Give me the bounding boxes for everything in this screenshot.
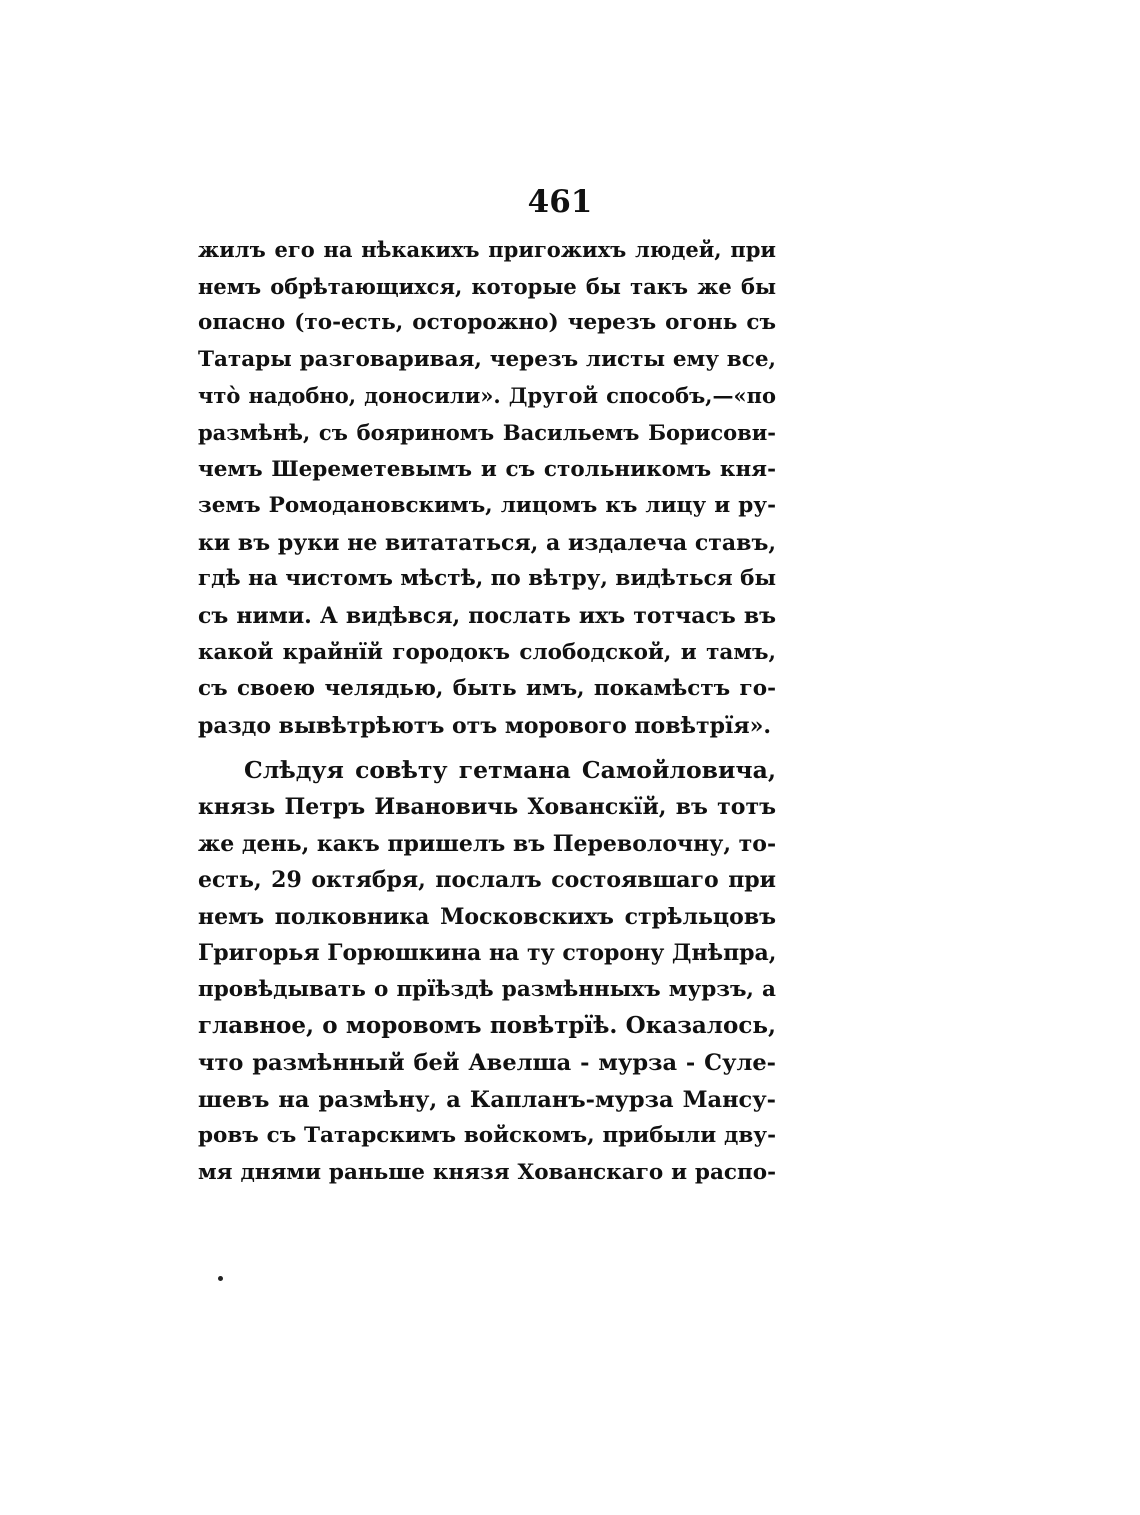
text-line: жилъ его на нѣкакихъ пригожихъ людей, при xyxy=(198,237,776,262)
text-line: есть, 29 октября, послалъ состоявшаго при xyxy=(198,867,776,894)
text-line: же день, какъ пришелъ въ Переволочну, то- xyxy=(198,830,777,857)
text-line: мя днями раньше князя Хованскаго и распо- xyxy=(198,1159,776,1185)
text-line: немъ обрѣтающихся, которые бы такъ же бы xyxy=(198,273,776,299)
page-number: 461 xyxy=(527,184,593,220)
text-line: земъ Ромодановскимъ, лицомъ къ лицу и ру- xyxy=(198,493,776,519)
text-line: съ ними. А видѣвся, послать ихъ тотчасъ въ xyxy=(198,602,776,629)
text-line: что размѣнный бей Авелша - мурза - Суле- xyxy=(198,1050,776,1077)
text-line: какой крайнїй городокъ слободской, и тамъ, xyxy=(198,639,776,665)
text-line: провѣдывать о прїѣздѣ размѣнныхъ мурзъ, а xyxy=(198,976,776,1002)
text-line: ки въ руки не витататься, а издалеча ставъ, xyxy=(198,529,776,556)
text-line: ровъ съ Татарскимъ войскомъ, прибыли дву- xyxy=(198,1123,776,1149)
paragraph-2 xyxy=(198,752,776,1191)
text-line: размѣнѣ, съ бояриномъ Васильемъ Борисови- xyxy=(198,419,776,445)
text-line: шевъ на размѣну, а Капланъ-мурза Мансу- xyxy=(198,1086,776,1113)
text-line: Слѣдуя совѣту гетмана Самойловича, xyxy=(244,756,776,785)
text-line: Татары разговаривая, черезъ листы ему все, xyxy=(198,346,776,372)
text-line: чемъ Шереметевымъ и съ стольникомъ кня- xyxy=(198,456,776,482)
body-text xyxy=(198,232,776,1191)
paragraph-1 xyxy=(198,232,776,744)
text-line: опасно (то-есть, осторожно) черезъ огонь съ xyxy=(198,310,776,336)
text-line: гдѣ на чистомъ мѣстѣ, по вѣтру, видѣться бы xyxy=(198,566,776,592)
text-line: раздо вывѣтрѣютъ отъ морового повѣтрїя». xyxy=(198,712,771,739)
text-line: князь Петръ Ивановичь Хованскїй, въ тотъ xyxy=(198,793,776,820)
text-line: немъ полковника Московскихъ стрѣльцовъ xyxy=(198,903,776,930)
scan-speck xyxy=(218,1276,223,1281)
text-line: Григорья Горюшкина на ту сторону Днѣпра, xyxy=(198,940,777,967)
text-line: главное, о моровомъ повѣтрїѣ. Оказалось, xyxy=(198,1012,776,1040)
text-line: что̀ надобно, доносили». Другой способъ,—«по xyxy=(198,383,776,409)
paragraph-gap xyxy=(198,744,776,752)
text-line: съ своею челядью, быть имъ, покамѣстъ го- xyxy=(198,676,776,702)
